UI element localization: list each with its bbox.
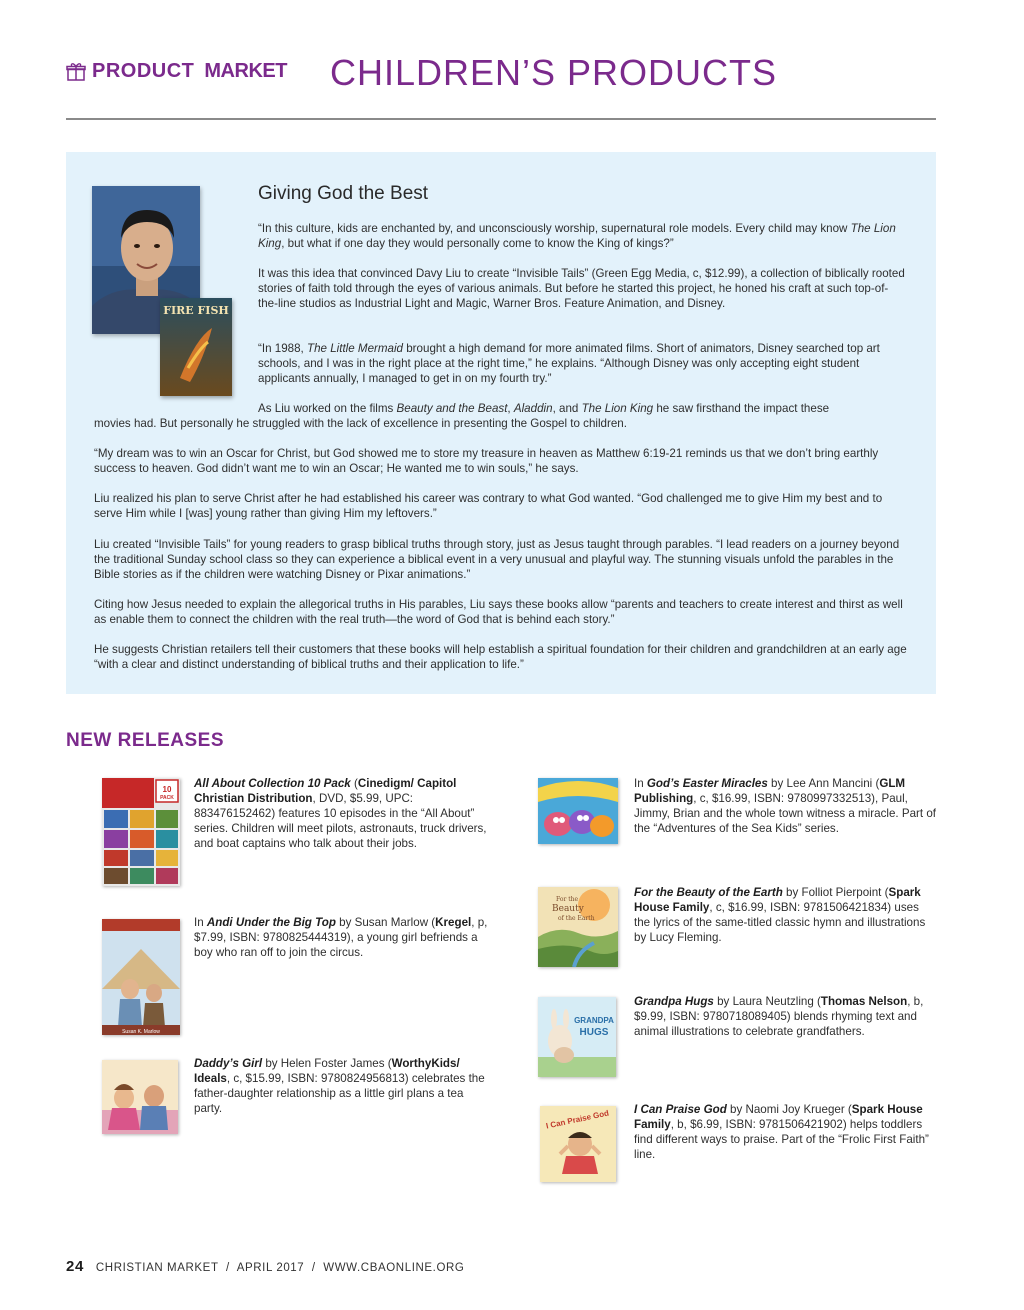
release-gods-easter-miracles: In God’s Easter Miracles by Lee Ann Mancini (GLM Publishing, c, $16.99, ISBN: 9780997332513), Paul, Jimmy, Brian and the whole town witness a miracle. Part of the “Adventures of the Sea Kids” series. [634,777,936,835]
feature-paragraph-7: Liu created “Invisible Tails” for young readers to grasp biblical truths through story, just as Jesus taught through parables. “I lead readers on a journey beyond the traditional Sunday school class so they can experience a biblical event in a very unusual and playful way. The stunning visuals unfold the parables in the Bible stories as if the children were watching Disney or Pixar animations.” [94,538,900,581]
release-grandpa-hugs: Grandpa Hugs by Laura Neutzling (Thomas Nelson, b, $9.99, ISBN: 9780718089405) blends rhyming text and animal illustrations to celebrate grandfathers. [634,995,924,1038]
new-releases-title: NEW RELEASES [66,730,225,751]
for-the-beauty-of-the-earth-cover [538,887,618,967]
svg-text:Beauty: Beauty [552,904,584,914]
svg-text:For the: For the [556,896,579,903]
footer-publication-info: CHRISTIAN MARKET / APRIL 2017 / WWW.CBAONLINE.ORG [95,1262,465,1274]
feature-paragraph-5: “My dream was to win an Oscar for Christ, but God showed me to store my treasure in heaven as Matthew 6:19-21 reminds us that we don’t bring earthly success to heaven. God didn’t want me to win an Oscar; He wanted me to win souls,” he says. [94,447,879,475]
feature-paragraph-6: Liu realized his plan to serve Christ after he had established his career was contrary to what God wanted. “God challenged me to give Him my best and to serve Him while I [was] young rather than giving Him my leftovers.” [94,492,883,520]
header-divider [66,118,936,120]
release-i-can-praise-god: I Can Praise God by Naomi Joy Krueger (Spark House Family, b, $6.99, ISBN: 9781506421902) helps toddlers find different ways to praise. Part of the “Frolic First Faith” line. [634,1103,929,1161]
section-title: CHILDREN’S PRODUCTS [330,52,778,93]
grandpa-hugs-cover [538,997,616,1077]
brand-market-text: MARKET [204,60,287,82]
brand-product-text: PRODUCT [92,60,195,82]
release-andi-under-the-big-top: In Andi Under the Big Top by Susan Marlow (Kregel, p, $7.99, ISBN: 9780825444319), a young girl befriends a boy who ran off to join the circus. [194,916,488,959]
fire-fish-cover-title: FIRE FISH [163,304,229,317]
svg-text:10: 10 [162,785,172,794]
all-about-collection-cover [102,778,180,886]
feature-title: Giving God the Best [258,183,429,204]
page-footer [66,1258,464,1275]
magazine-brand [66,60,287,83]
release-for-the-beauty-of-the-earth: For the Beauty of the Earth by Folliot Pierpoint (Spark House Family, c, $16.99, ISBN: 9781506421834) uses the lyrics of the same-titled classic hymn and illustrations by Lucy Fleming. [634,886,926,944]
daddys-girl-cover [102,1060,178,1134]
svg-text:of the Earth: of the Earth [558,915,595,922]
svg-text:PACK: PACK [160,795,174,801]
gift-icon [66,62,86,82]
i-can-praise-god-cover [540,1106,616,1182]
feature-paragraph-8: Citing how Jesus needed to explain the allegorical truths in His parables, Liu says these books allow “parents and teachers to create interest and thirst as well as enable them to connect the children with the real truth—the word of God that is behind each story.” [94,598,903,626]
svg-text:GRANDPA: GRANDPA [574,1016,614,1025]
release-daddys-girl: Daddy’s Girl by Helen Foster James (WorthyKids/ Ideals, c, $15.99, ISBN: 9780824956813) celebrates the father-daughter relationship as a little girl plans a tea party. [194,1057,485,1115]
feature-paragraph-4-line-1: As Liu worked on the films Beauty and the Beast, Aladdin, and The Lion King he saw firsthand the impact these [258,402,830,415]
gods-easter-miracles-cover [538,778,618,844]
release-all-about-collection: All About Collection 10 Pack (Cinedigm/ Capitol Christian Distribution, DVD, $5.99, UPC: 883476152462) features 10 episodes in the “All About” series. Children will meet pilots, astronauts, truck drivers, and boat captains who talk about their jobs. [194,777,487,850]
feature-paragraph-1: “In this culture, kids are enchanted by, and unconsciously worship, supernatural role models. Every child may know The Lion King, but what if one day they would personally come to know the King of kings?” [258,222,896,250]
andi-under-the-big-top-cover [102,919,180,1035]
feature-paragraph-9: He suggests Christian retailers tell their customers that these books will help establish a spiritual foundation for their children and grandchildren at an early age “with a clear and distinct understanding of biblical truths and their application to life.” [94,643,907,671]
feature-paragraph-3: “In 1988, The Little Mermaid brought a high demand for more animated films. Short of animators, Disney searched top art schools, and I was in the right place at the right time,” he explains. “Although Disney was only accepting eight student applicants annually, I managed to get in on my fourth try.” [258,342,880,385]
andi-cover-author: Susan K. Marlow [122,1029,160,1035]
feature-paragraph-2: It was this idea that convinced Davy Liu to create “Invisible Tails” (Green Egg Media, c, $12.99), a collection of biblically rooted stories of faith told through the eyes of various animals. But before he started this project, he honed his craft at such top-of-the-line studios as Industrial Light and Magic, Warner Bros. Feature Animation, and Disney. [258,267,905,310]
feature-paragraph-4-line-2: movies had. But personally he struggled with the lack of excellence in presenting the Gospel to children. [94,417,627,430]
svg-text:I Can Praise God: I Can Praise God [545,1108,610,1131]
page-number: 24 [66,1258,84,1275]
fire-fish-book-cover [160,298,232,396]
svg-text:HUGS: HUGS [579,1027,609,1038]
